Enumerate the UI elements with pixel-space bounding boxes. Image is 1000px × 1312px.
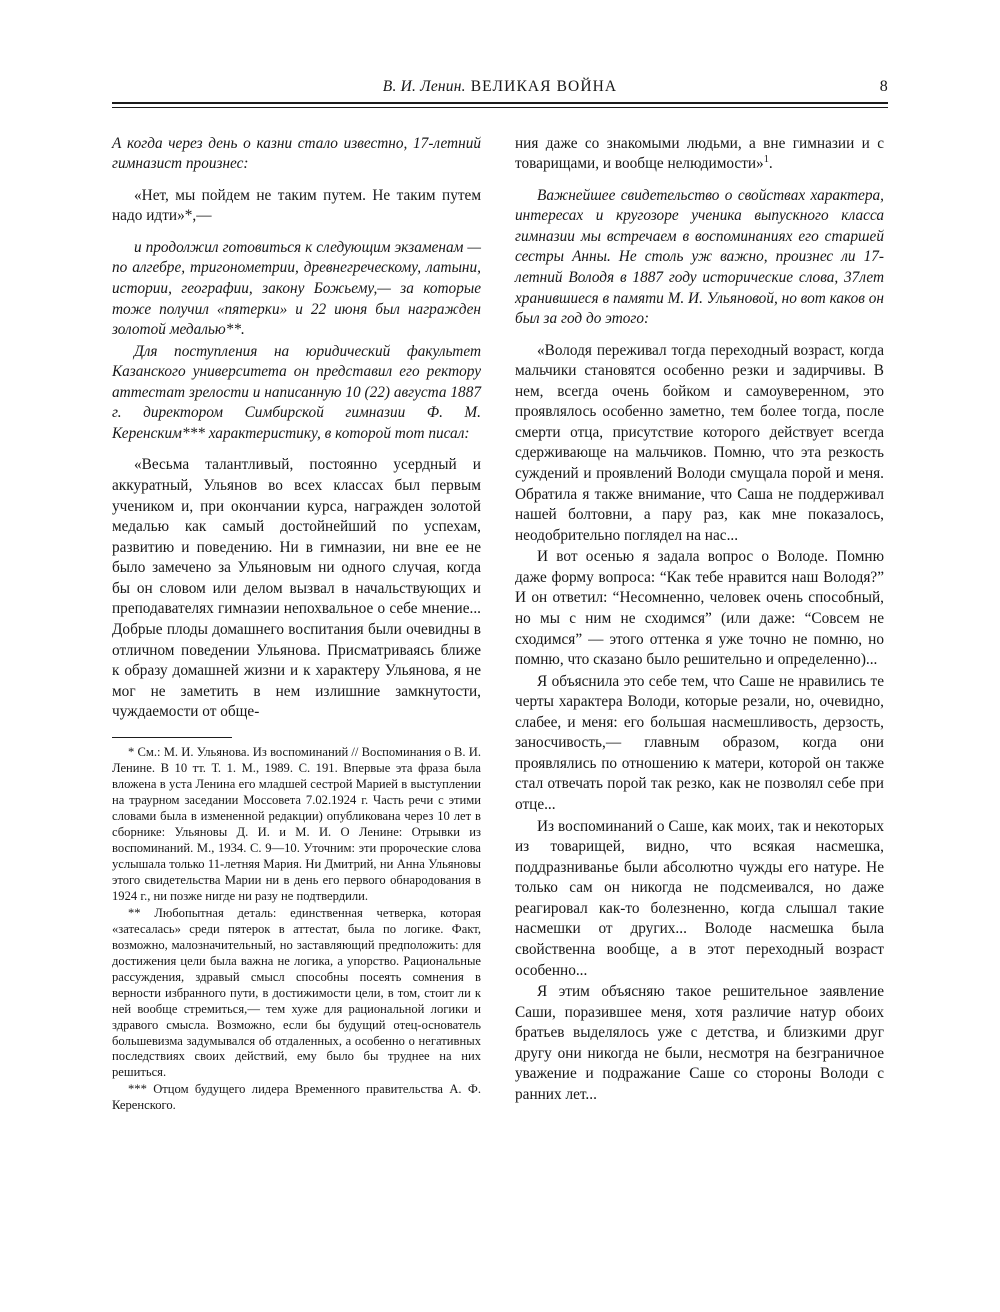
paragraph: Я объяснила это себе тем, что Саше не нравились те черты характера Володи, которые резали, но, очевидно, слабее, и меня: его большая насмешливость, дерзость, заносчивость,— главным образом, когда они проявлялись по отношению к матери, которой он также стал отвечать порой так резко, как не позволял себе при отце... <box>515 672 884 814</box>
footnote-item: *** Отцом будущего лидера Временного правительства А. Ф. Керенского. <box>112 1082 481 1113</box>
running-head-author: В. И. Ленин. <box>382 78 466 95</box>
footnote-marker: 1 <box>763 154 769 166</box>
paragraph: И вот осенью я задала вопрос о Володе. Помню даже форму вопроса: “Как тебе нравится наш Володя?” И он ответил: “Несомненно, человек очень способный, но мы с ним не сходимся” (или даже: “Совсем не сходимся” — этого оттенка я уже точно не помню, но помню, что сказано было решительно и определенно)... <box>515 548 884 669</box>
footnote-block <box>112 737 481 1115</box>
paragraph: Из воспоминаний о Саше, как моих, так и некоторых из товарищей, видно, что всякая насмешка, поддразниванье были абсолютно чужды его натуре. Не только сам он никогда не подсмеивался, но даже реагировал как-то болезненно, когда слышал такие насмешки от других... Володе насмешка была свойственна вообще, а в этот переходный возраст особенно... <box>515 817 884 979</box>
paragraph: Важнейшее свидетельство о свойствах характера, интересах и кругозоре ученика выпускного класса гимназии мы встречаем в воспоминаниях его старшей сестры Анны. Не столь уж важно, произнес ли 17-летний Володя в 1887 году исторические слова, 37лет хранившиеся в памяти М. И. Ульяновой, но вот каков он был за год до этого: <box>515 186 884 328</box>
column-left <box>112 134 481 1115</box>
paragraph: «Нет, мы пойдем не таким путем. Не таким путем надо идти»*,— <box>112 186 481 225</box>
paragraph <box>515 134 884 175</box>
footnote-rule <box>112 737 232 738</box>
footnote-item: ** Любопытная деталь: единственная четверка, которая «затесалась» среди пятерок в аттестат, была по логике. Факт, возможно, малозначительный, но заставляющий предположить: для достижения цели была важна не логика, а упорство. Рациональные рассуждения, здравый смысл способны посеять сомнения в верности избранного пути, в достижимости цели, в том, стоит ли к ней вообще стремиться,— тем хуже для рациональной логики и здравого смысла. Возможно, если бы будущий отец-основатель большевизма задумывался об отдаленных, а особенно о негативных последствиях своих действий, ему было бы труднее на них решиться. <box>112 905 481 1080</box>
header-rule <box>112 102 888 108</box>
paragraph: А когда через день о казни стало известно, 17-летний гимназист произнес: <box>112 134 481 173</box>
running-head-title: ВЕЛИКАЯ ВОЙНА <box>470 78 618 95</box>
paragraph: Для поступления на юридический факультет Казанского университета он представил его ректору аттестат зрелости и написанную 10 (22) августа 1887 г. директором Симбирской гимназии Ф. М. Керенским*** характеристику, в которой тот писал: <box>112 342 481 442</box>
column-right <box>515 134 884 1106</box>
body-columns <box>112 134 888 1115</box>
paragraph: «Володя переживал тогда переходный возраст, когда мальчики становятся особенно резки и задирчивы. В нем, всегда очень бойком и самоуверенном, это проявлялось особенно заметно, тем более тогда, после смерти отца, присутствие которого действует всегда сдерживающе на мальчиков. Помню, что эта резкость суждений и проявлений Володи смущала порой и меня. Обратила я также внимание, что Саша не поддерживал нашей болтовни, а пару раз, как мне показалось, неодобрительно поглядел на нас... <box>515 341 884 544</box>
paragraph: Я этим объясняю такое решительное заявление Саши, поразившее меня, хотя различие натур обоих братьев выделялось уже с детства, и близкими друг другу они никогда не были, несмотря на безграничное уважение и подражание Саше со стороны Володи с ранних лет... <box>515 983 884 1103</box>
paragraph-tail: . <box>768 155 773 173</box>
footnote-item: * См.: М. И. Ульянова. Из воспоминаний // Воспоминания о В. И. Ленине. В 10 тт. Т. 1. М., 1989. С. 191. Впервые эта фраза была вложена в уста Ленина его младшей сестрой Марией в выступлении на траурном заседании Моссовета 7.02.1924 г. Часть речи с этими словами была в измененной редакции) опубликована через 10 лет в сборнике: Ульяновы Д. И. и М. И. О Ленине: Отрывки из воспоминаний. М., 1934. С. 9—10. Уточним: эти пророческие слова услышала только 11-летняя Мария. Ни Дмитрий, ни Анна Ульяновы этого свидетельства Марии ни в день его первого обнародования в 1924 г., ни позже нигде ни разу не подтвердили. <box>112 744 481 903</box>
paragraph-text: ния даже со знакомыми людьми, а вне гимназии и с товарищами, и вообще нелюдимости» <box>515 134 884 173</box>
paragraph: «Весьма талантливый, постоянно усердный и аккуратный, Ульянов во всех классах был первым учеником и, при окончании курса, награжден золотой медалью как самый достойнейший по успехам, развитию и поведению. Ни в гимназии, ни вне ее не было замечено за Ульяновым ни одного случая, когда бы он словом или делом вызвал в начальствующих и преподавателях гимназии непохвальное о себе мнение... Добрые плоды домашнего воспитания были очевидны в отличном поведении Ульянова. Присматриваясь ближе к образу домашней жизни и к характеру Ульянова, я не мог не заметить в нем излишние замкнутости, чуждаемости от обще- <box>112 456 481 721</box>
paragraph: и продолжил готовиться к следующим экзаменам — по алгебре, тригонометрии, древнегреческому, латыни, истории, географии, закону Божьему,— за которые тоже получил «пятерки» и 22 июня был награжден золотой медалью**. <box>112 238 481 339</box>
running-head <box>112 78 888 102</box>
page-number: 8 <box>879 78 888 95</box>
